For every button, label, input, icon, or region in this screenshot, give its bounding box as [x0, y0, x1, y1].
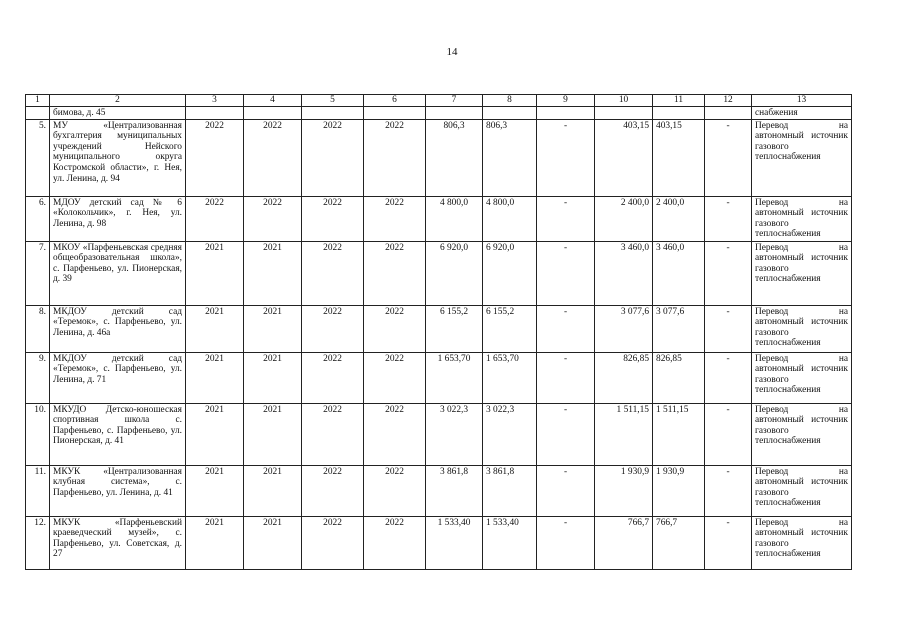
amount-cell: 3 022,3: [483, 403, 537, 465]
year-cell: 2022: [364, 403, 426, 465]
year-cell: 2022: [302, 196, 364, 241]
year-cell: 2022: [364, 119, 426, 196]
amount-cell: 3 460,0: [653, 241, 705, 305]
row-number: 9.: [26, 352, 50, 403]
table-row: [26, 352, 852, 403]
amount-cell: 403,15: [653, 119, 705, 196]
year-cell: 2022: [302, 352, 364, 403]
table-row: [26, 305, 852, 352]
column-number: 5: [302, 95, 364, 107]
year-cell: 2022: [186, 196, 244, 241]
year-cell: 2022: [244, 196, 302, 241]
year-cell: 2021: [186, 241, 244, 305]
dash-cell: -: [537, 241, 595, 305]
dash-cell: -: [705, 352, 752, 403]
table-row: [26, 196, 852, 241]
row-number: 6.: [26, 196, 50, 241]
column-number: 2: [50, 95, 186, 107]
column-number: 4: [244, 95, 302, 107]
measure-note: Перевод на автономный источник газового теплоснабжения: [752, 352, 852, 403]
amount-cell: 826,85: [653, 352, 705, 403]
amount-cell: 1 533,40: [483, 516, 537, 569]
column-number: 10: [595, 95, 653, 107]
institution-name: МКДОУ детский сад «Теремок», с. Парфеньево, ул. Ленина, д. 71: [50, 352, 186, 403]
year-cell: 2021: [186, 516, 244, 569]
amount-cell: 1 511,15: [595, 403, 653, 465]
column-number: 1: [26, 95, 50, 107]
dash-cell: -: [537, 403, 595, 465]
empty-cell: [186, 106, 244, 119]
amount-cell: 403,15: [595, 119, 653, 196]
program-table: [25, 94, 852, 570]
measure-note: Перевод на автономный источник газового теплоснабжения: [752, 196, 852, 241]
amount-cell: 826,85: [595, 352, 653, 403]
amount-cell: 4 800,0: [426, 196, 483, 241]
institution-name: МКУК «Парфеньевский краеведческий музей», с. Парфеньево, ул. Советская, д. 27: [50, 516, 186, 569]
amount-cell: 3 022,3: [426, 403, 483, 465]
dash-cell: -: [705, 305, 752, 352]
column-number: 13: [752, 95, 852, 107]
dash-cell: -: [537, 352, 595, 403]
amount-cell: 1 653,70: [483, 352, 537, 403]
table-row: [26, 241, 852, 305]
amount-cell: 6 920,0: [426, 241, 483, 305]
year-cell: 2022: [244, 119, 302, 196]
amount-cell: 6 155,2: [426, 305, 483, 352]
dash-cell: -: [705, 196, 752, 241]
column-number: 3: [186, 95, 244, 107]
dash-cell: -: [537, 305, 595, 352]
year-cell: 2021: [244, 305, 302, 352]
amount-cell: 3 861,8: [426, 465, 483, 516]
year-cell: 2021: [244, 403, 302, 465]
row-number: 12.: [26, 516, 50, 569]
amount-cell: 1 533,40: [426, 516, 483, 569]
dash-cell: -: [705, 241, 752, 305]
amount-cell: 1 511,15: [653, 403, 705, 465]
empty-cell: [483, 106, 537, 119]
year-cell: 2021: [186, 403, 244, 465]
amount-cell: 3 460,0: [595, 241, 653, 305]
year-cell: 2022: [364, 352, 426, 403]
continuation-note: снабжения: [752, 106, 852, 119]
measure-note: Перевод на автономный источник газового теплоснабжения: [752, 119, 852, 196]
table-row: [26, 403, 852, 465]
row-number: 11.: [26, 465, 50, 516]
year-cell: 2021: [244, 241, 302, 305]
column-number-row: [26, 95, 852, 107]
measure-note: Перевод на автономный источник газового теплоснабжения: [752, 465, 852, 516]
institution-name: МКДОУ детский сад «Теремок», с. Парфеньево, ул. Ленина, д. 46а: [50, 305, 186, 352]
column-number: 7: [426, 95, 483, 107]
year-cell: 2022: [302, 403, 364, 465]
empty-cell: [302, 106, 364, 119]
table-row: [26, 465, 852, 516]
year-cell: 2021: [244, 516, 302, 569]
row-number: 7.: [26, 241, 50, 305]
year-cell: 2021: [244, 352, 302, 403]
amount-cell: 4 800,0: [483, 196, 537, 241]
amount-cell: 6 920,0: [483, 241, 537, 305]
empty-cell: [364, 106, 426, 119]
amount-cell: 806,3: [483, 119, 537, 196]
institution-name: МУ «Централизованная бухгалтерия муниципальных учреждений Нейского муниципального округа Костромской области», г. Нея, ул. Ленина, д. 94: [50, 119, 186, 196]
row-number: 10.: [26, 403, 50, 465]
measure-note: Перевод на автономный источник газового теплоснабжения: [752, 241, 852, 305]
amount-cell: 3 077,6: [595, 305, 653, 352]
amount-cell: 3 861,8: [483, 465, 537, 516]
amount-cell: 1 930,9: [653, 465, 705, 516]
year-cell: 2022: [302, 305, 364, 352]
column-number: 12: [705, 95, 752, 107]
year-cell: 2021: [186, 465, 244, 516]
empty-cell: [426, 106, 483, 119]
year-cell: 2022: [364, 516, 426, 569]
table-row: [26, 119, 852, 196]
year-cell: 2021: [186, 352, 244, 403]
dash-cell: -: [705, 403, 752, 465]
amount-cell: 806,3: [426, 119, 483, 196]
institution-name: МКУК «Централизованная клубная система», с. Парфеньево, ул. Ленина, д. 41: [50, 465, 186, 516]
year-cell: 2022: [302, 465, 364, 516]
empty-cell: [653, 106, 705, 119]
dash-cell: -: [705, 119, 752, 196]
amount-cell: 2 400,0: [653, 196, 705, 241]
dash-cell: -: [537, 516, 595, 569]
dash-cell: -: [705, 516, 752, 569]
amount-cell: 3 077,6: [653, 305, 705, 352]
amount-cell: 6 155,2: [483, 305, 537, 352]
empty-cell: [595, 106, 653, 119]
amount-cell: 766,7: [595, 516, 653, 569]
year-cell: 2022: [364, 241, 426, 305]
row-number: 8.: [26, 305, 50, 352]
column-number: 9: [537, 95, 595, 107]
year-cell: 2022: [364, 305, 426, 352]
column-number: 11: [653, 95, 705, 107]
empty-cell: [537, 106, 595, 119]
continuation-row: [26, 106, 852, 119]
year-cell: 2021: [244, 465, 302, 516]
institution-name: МКОУ «Парфеньевская средняя общеобразовательная школа», с. Парфеньево, ул. Пионерская, д. 39: [50, 241, 186, 305]
dash-cell: -: [537, 465, 595, 516]
institution-name: МКУДО Детско-юношеская спортивная школа с. Парфеньево, с. Парфеньево, ул. Пионерская, д. 41: [50, 403, 186, 465]
year-cell: 2022: [364, 465, 426, 516]
dash-cell: -: [537, 196, 595, 241]
continuation-name: бимова, д. 45: [50, 106, 186, 119]
year-cell: 2021: [186, 305, 244, 352]
amount-cell: 1 930,9: [595, 465, 653, 516]
row-number: 5.: [26, 119, 50, 196]
year-cell: 2022: [186, 119, 244, 196]
measure-note: Перевод на автономный источник газового теплоснабжения: [752, 403, 852, 465]
continuation-num-cell: [26, 106, 50, 119]
column-number: 8: [483, 95, 537, 107]
page-number: 14: [446, 46, 458, 58]
dash-cell: -: [705, 465, 752, 516]
institution-name: МДОУ детский сад № 6 «Колокольчик», г. Нея, ул. Ленина, д. 98: [50, 196, 186, 241]
amount-cell: 1 653,70: [426, 352, 483, 403]
empty-cell: [705, 106, 752, 119]
year-cell: 2022: [302, 241, 364, 305]
column-number: 6: [364, 95, 426, 107]
dash-cell: -: [537, 119, 595, 196]
measure-note: Перевод на автономный источник газового теплоснабжения: [752, 305, 852, 352]
year-cell: 2022: [364, 196, 426, 241]
year-cell: 2022: [302, 516, 364, 569]
table-row: [26, 516, 852, 569]
amount-cell: 766,7: [653, 516, 705, 569]
year-cell: 2022: [302, 119, 364, 196]
measure-note: Перевод на автономный источник газового теплоснабжения: [752, 516, 852, 569]
amount-cell: 2 400,0: [595, 196, 653, 241]
empty-cell: [244, 106, 302, 119]
